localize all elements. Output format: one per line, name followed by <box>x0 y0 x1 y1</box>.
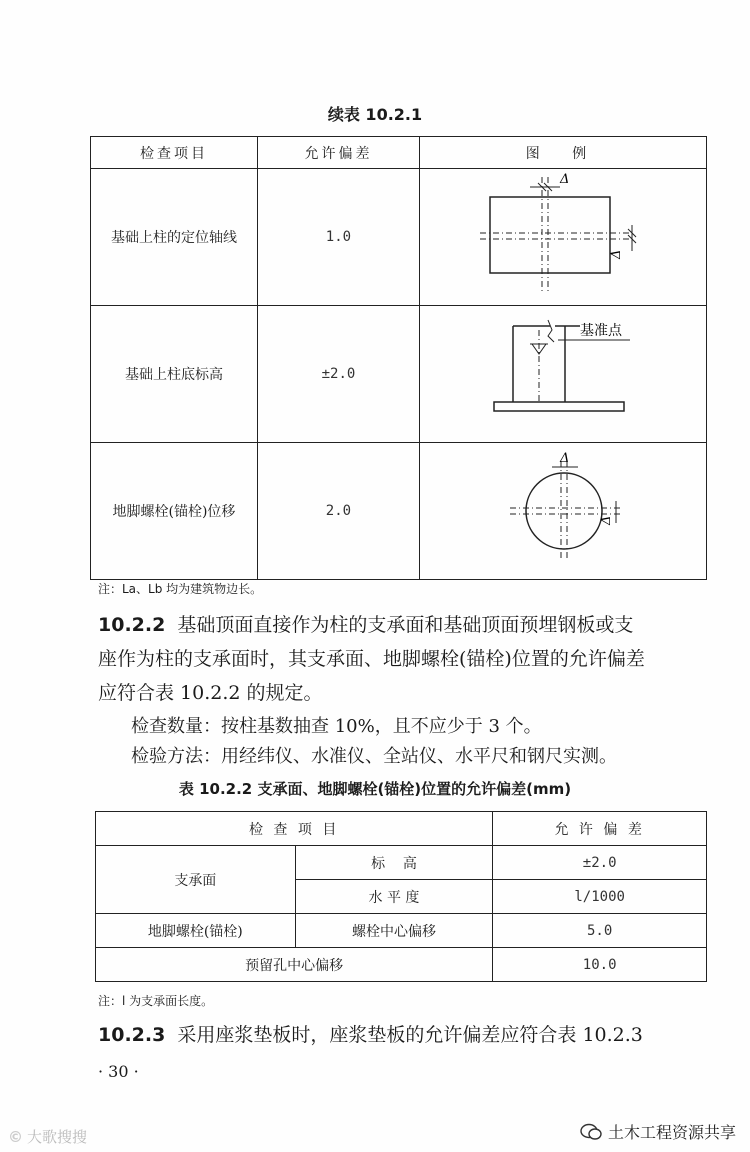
anchor-bolt-cell: 地脚螺栓(锚栓) <box>96 914 296 948</box>
watermark-logo-icon: © <box>8 1127 23 1146</box>
levelness-cell: 水 平 度 <box>295 880 493 914</box>
watermark-text: 土木工程资源共享 <box>607 1123 736 1142</box>
table2-header-item: 检 查 项 目 <box>96 812 493 846</box>
elevation-diagram <box>420 306 706 438</box>
check-method: 检验方法：用经纬仪、水准仪、全站仪、水平尺和钢尺实测。 <box>131 746 617 767</box>
table-row <box>91 306 707 443</box>
bolt-center-tolerance: 5.0 <box>493 914 707 948</box>
column-outline <box>490 197 610 273</box>
elevation-cell: 标 高 <box>295 846 493 880</box>
row-tolerance: 2.0 <box>257 443 419 580</box>
table-row <box>96 812 707 846</box>
table2-note: 注：l 为支承面长度。 <box>98 994 214 1008</box>
table-row <box>91 443 707 580</box>
break-mark <box>548 320 554 342</box>
bolt-circle <box>526 473 602 549</box>
wechat-icon <box>580 1123 602 1141</box>
delta-label: Δ <box>559 451 570 466</box>
paragraph-text: 采用座浆垫板时，座浆垫板的允许偏差应符合表 10.2.3 <box>177 1024 643 1046</box>
figure-bolt-offset <box>419 443 706 580</box>
row-tolerance: 1.0 <box>257 169 419 306</box>
section-number: 10.2.2 <box>98 614 166 636</box>
delta-label: Δ <box>559 172 570 187</box>
table2 <box>95 811 707 982</box>
bolt-center-cell: 螺栓中心偏移 <box>295 914 493 948</box>
paragraph-line: 座作为柱的支承面时，其支承面、地脚螺栓(锚栓)位置的允许偏差 <box>98 648 645 670</box>
delta-label: Δ <box>608 249 624 259</box>
watermark-left-text: 大歌搜搜 <box>27 1128 88 1146</box>
paragraph-line: 应符合表 10.2.2 的规定。 <box>98 682 323 704</box>
bolt-offset-diagram <box>420 443 706 575</box>
base-plate <box>494 402 624 411</box>
table2-header-tolerance: 允 许 偏 差 <box>493 812 707 846</box>
hole-center-tolerance: 10.0 <box>493 948 707 982</box>
section-10-2-2 <box>98 608 710 710</box>
section-10-2-3 <box>98 1018 710 1052</box>
table-row <box>96 846 707 880</box>
figure-axis-offset <box>419 169 706 306</box>
table2-title: 表 10.2.2 支承面、地脚螺栓(锚栓)位置的允许偏差(mm) <box>178 780 572 798</box>
page-number: · 30 · <box>98 1062 139 1081</box>
watermark-left <box>8 1126 87 1147</box>
section-number: 10.2.3 <box>98 1024 166 1046</box>
datum-label: 基准点 <box>579 323 622 339</box>
levelness-tolerance: l/1000 <box>493 880 707 914</box>
row-tolerance: ±2.0 <box>257 306 419 443</box>
axis-offset-diagram <box>420 169 706 301</box>
paragraph-text: 基础顶面直接作为柱的支承面和基础顶面预埋钢板或支 <box>177 614 634 636</box>
paragraph-line <box>98 608 710 642</box>
table1-header-item: 检查项目 <box>91 137 258 169</box>
table-row <box>96 914 707 948</box>
elevation-tolerance: ±2.0 <box>493 846 707 880</box>
row-item: 地脚螺栓(锚栓)位移 <box>91 443 258 580</box>
watermark-right <box>580 1120 736 1143</box>
row-item: 基础上柱底标高 <box>91 306 258 443</box>
table-row <box>96 948 707 982</box>
table1-header-figure: 图 例 <box>419 137 706 169</box>
table1-title: 续表 10.2.1 <box>327 105 423 124</box>
check-quantity: 检查数量：按柱基数抽查 10%，且不应少于 3 个。 <box>131 716 542 737</box>
figure-elevation <box>419 306 706 443</box>
table1 <box>90 136 707 580</box>
table-row <box>91 169 707 306</box>
support-surface-cell: 支承面 <box>96 846 296 914</box>
hole-center-cell: 预留孔中心偏移 <box>96 948 493 982</box>
delta-label: Δ <box>598 515 614 525</box>
table1-header-tolerance: 允许偏差 <box>257 137 419 169</box>
table1-note: 注：La、Lb 均为建筑物边长。 <box>98 582 263 596</box>
table1-header-row <box>91 137 707 169</box>
row-item: 基础上柱的定位轴线 <box>91 169 258 306</box>
